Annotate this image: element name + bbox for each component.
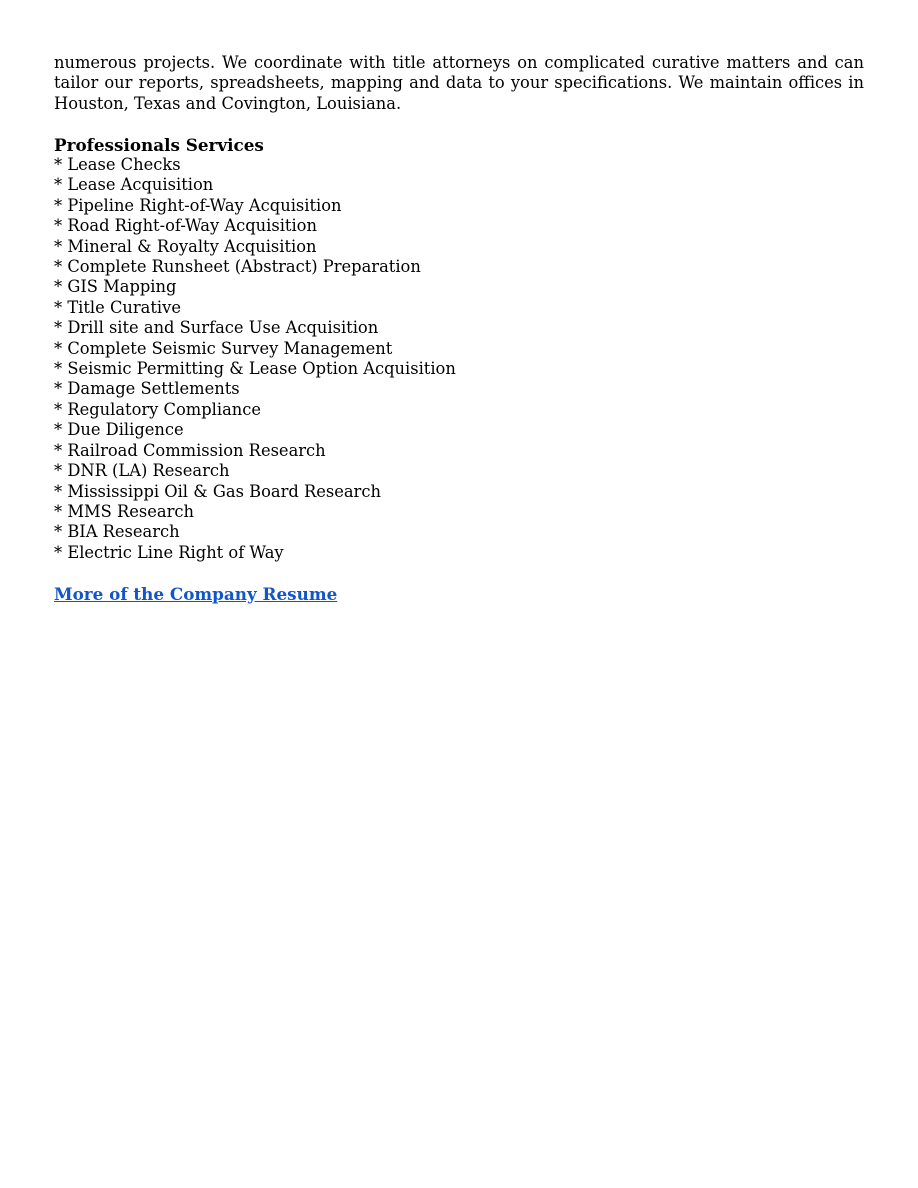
- list-item: * Complete Runsheet (Abstract) Preparation: [54, 257, 421, 277]
- services-heading: Professionals Services: [54, 134, 264, 155]
- list-item: * Mineral & Royalty Acquisition: [54, 236, 317, 256]
- list-item: * Drill site and Surface Use Acquisition: [54, 318, 379, 338]
- list-item: * Title Curative: [54, 297, 181, 317]
- list-item: * Damage Settlements: [54, 379, 240, 399]
- list-item: * Road Right-of-Way Acquisition: [54, 216, 317, 236]
- list-item: * Lease Checks: [54, 155, 181, 175]
- services-list: [54, 155, 864, 563]
- list-item: * Railroad Commission Research: [54, 440, 326, 460]
- list-item: * Complete Seismic Survey Management: [54, 338, 393, 358]
- document-page: [54, 53, 864, 605]
- list-item: * MMS Research: [54, 501, 194, 521]
- company-resume-link[interactable]: More of the Company Resume: [54, 583, 338, 604]
- list-item: * Mississippi Oil & Gas Board Research: [54, 481, 381, 501]
- list-item: * GIS Mapping: [54, 277, 177, 297]
- list-item: * Pipeline Right-of-Way Acquisition: [54, 195, 342, 215]
- list-item: * Due Diligence: [54, 420, 184, 440]
- list-item: * Regulatory Compliance: [54, 399, 262, 419]
- list-item: * DNR (LA) Research: [54, 461, 230, 481]
- list-item: * Lease Acquisition: [54, 175, 214, 195]
- list-item: * Seismic Permitting & Lease Option Acquisition: [54, 359, 456, 379]
- list-item: * BIA Research: [54, 522, 180, 542]
- intro-paragraph: numerous projects. We coordinate with title attorneys on complicated curative matters and can tailor our reports, spreadsheets, mapping and data to your specifications. We maintain offices in Houston, Texas and Covington, Louisiana.: [54, 53, 864, 113]
- list-item: * Electric Line Right of Way: [54, 542, 284, 562]
